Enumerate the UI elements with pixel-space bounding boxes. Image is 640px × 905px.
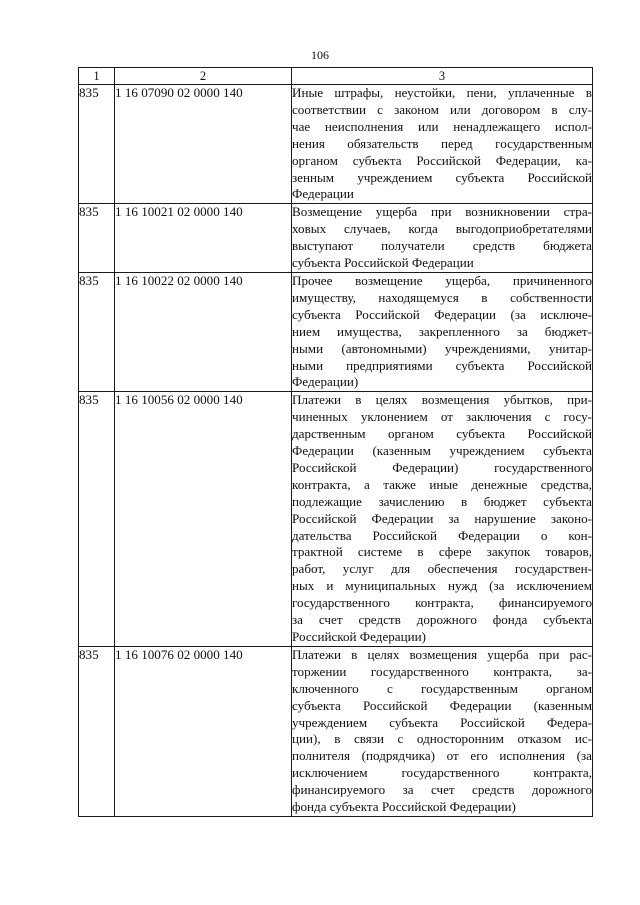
description-line: Российской Федерации) (292, 629, 426, 644)
description-line: государственного контракта, финансируемого (292, 595, 592, 611)
description-line: чиненных уклонением от заключения с госу- (292, 409, 592, 425)
description-line: Иные штрафы, неустойки, пени, уплаченные в (292, 85, 592, 100)
admin-code-cell: 835 (79, 272, 115, 391)
description-line: за счет средств дорожного фонда субъекта (292, 612, 592, 628)
description-line: Платежи в целях возмещения ущерба при рас- (292, 646, 592, 662)
description-line: ключенного с государственным органом (292, 680, 592, 696)
budget-code-cell: 1 16 10021 02 0000 140 (115, 204, 292, 273)
description-line: исключением государственного контракта, (292, 765, 592, 781)
table-row (79, 392, 593, 647)
description-line: Прочее возмещение ущерба, причиненного (292, 272, 592, 288)
table-row (79, 646, 593, 816)
table-row (79, 272, 593, 391)
admin-code-cell: 835 (79, 204, 115, 273)
description-line: выступают получатели средств бюджета (292, 238, 592, 254)
description-line: Российской Федерации за нарушение законо- (292, 510, 592, 526)
description-line: Возмещение ущерба при возникновении стра- (292, 204, 592, 220)
description-line: субъекта Российской Федерации (292, 255, 474, 271)
description-line: полнителя (подрядчика) от его исполнения (за (292, 748, 592, 764)
description-line: ции), в связи с односторонним отказом ис- (292, 731, 592, 747)
description-line: чае неисполнения или ненадлежащего испол- (292, 118, 592, 134)
table-row (79, 85, 593, 204)
column-header-1: 1 (79, 68, 115, 85)
description-line: имуществу, находящемуся в собственности (292, 289, 592, 305)
description-line: дательства Российской Федерации о кон- (292, 527, 592, 543)
page-number: 106 (311, 48, 329, 62)
budget-code-cell: 1 16 10076 02 0000 140 (115, 646, 292, 816)
description-line: ными предприятиями субъекта Российской (292, 357, 592, 373)
admin-code-cell: 835 (79, 392, 115, 647)
description-line: дарственным органом субъекта Российской (292, 426, 592, 442)
description-line: Федерации) (292, 374, 359, 390)
budget-code-cell: 1 16 10056 02 0000 140 (115, 392, 292, 647)
description-line: нием имущества, закрепленного за бюджет- (292, 323, 592, 339)
description-cell (292, 392, 593, 647)
description-cell (292, 272, 593, 391)
admin-code-cell: 835 (79, 85, 115, 204)
description-line: зенным учреждением субъекта Российской (292, 169, 592, 185)
budget-code-cell: 1 16 10022 02 0000 140 (115, 272, 292, 391)
description-cell (292, 204, 593, 273)
column-header-2: 2 (115, 68, 292, 85)
description-line: Платежи в целях возмещения убытков, при- (292, 392, 592, 408)
description-line: ных и муниципальных нужд (за исключением (292, 578, 592, 594)
table-body (79, 85, 593, 817)
description-line: нения обязательств перед государственным (292, 135, 592, 151)
description-line: ными (автономными) учреждениями, унитар- (292, 340, 592, 356)
description-line: подлежащие зачислению в бюджет субъекта (292, 493, 592, 509)
revenue-codes-table (78, 67, 593, 817)
description-line: соответствии с законом или договором в слу- (292, 101, 592, 117)
table-header-row (79, 68, 593, 85)
description-line: органом субъекта Российской Федерации, ка- (292, 152, 592, 168)
admin-code-cell: 835 (79, 646, 115, 816)
description-cell (292, 85, 593, 204)
budget-code-cell: 1 16 07090 02 0000 140 (115, 85, 292, 204)
description-line: Федерации (292, 186, 354, 202)
description-line: Российской Федерации) государственного (292, 459, 592, 475)
description-line: субъекта Российской Федерации (за исключе- (292, 306, 592, 322)
description-line: фонда субъекта Российской Федерации) (292, 799, 516, 815)
description-cell (292, 646, 593, 816)
description-line: субъекта Российской Федерации (казенным (292, 697, 592, 713)
column-header-3: 3 (292, 68, 593, 85)
table-row (79, 204, 593, 273)
description-line: трактной системе в сфере закупок товаров, (292, 544, 592, 560)
description-line: контракта, а также иные денежные средства, (292, 476, 592, 492)
description-line: ховых случаев, когда выгодоприобретателями (292, 221, 592, 237)
description-line: торжении государственного контракта, за- (292, 663, 592, 679)
description-line: работ, услуг для обеспечения государствен- (292, 561, 592, 577)
description-line: учреждением субъекта Российской Федера- (292, 714, 592, 730)
description-line: Федерации (казенным учреждением субъекта (292, 443, 592, 459)
description-line: финансируемого за счет средств дорожного (292, 782, 592, 798)
